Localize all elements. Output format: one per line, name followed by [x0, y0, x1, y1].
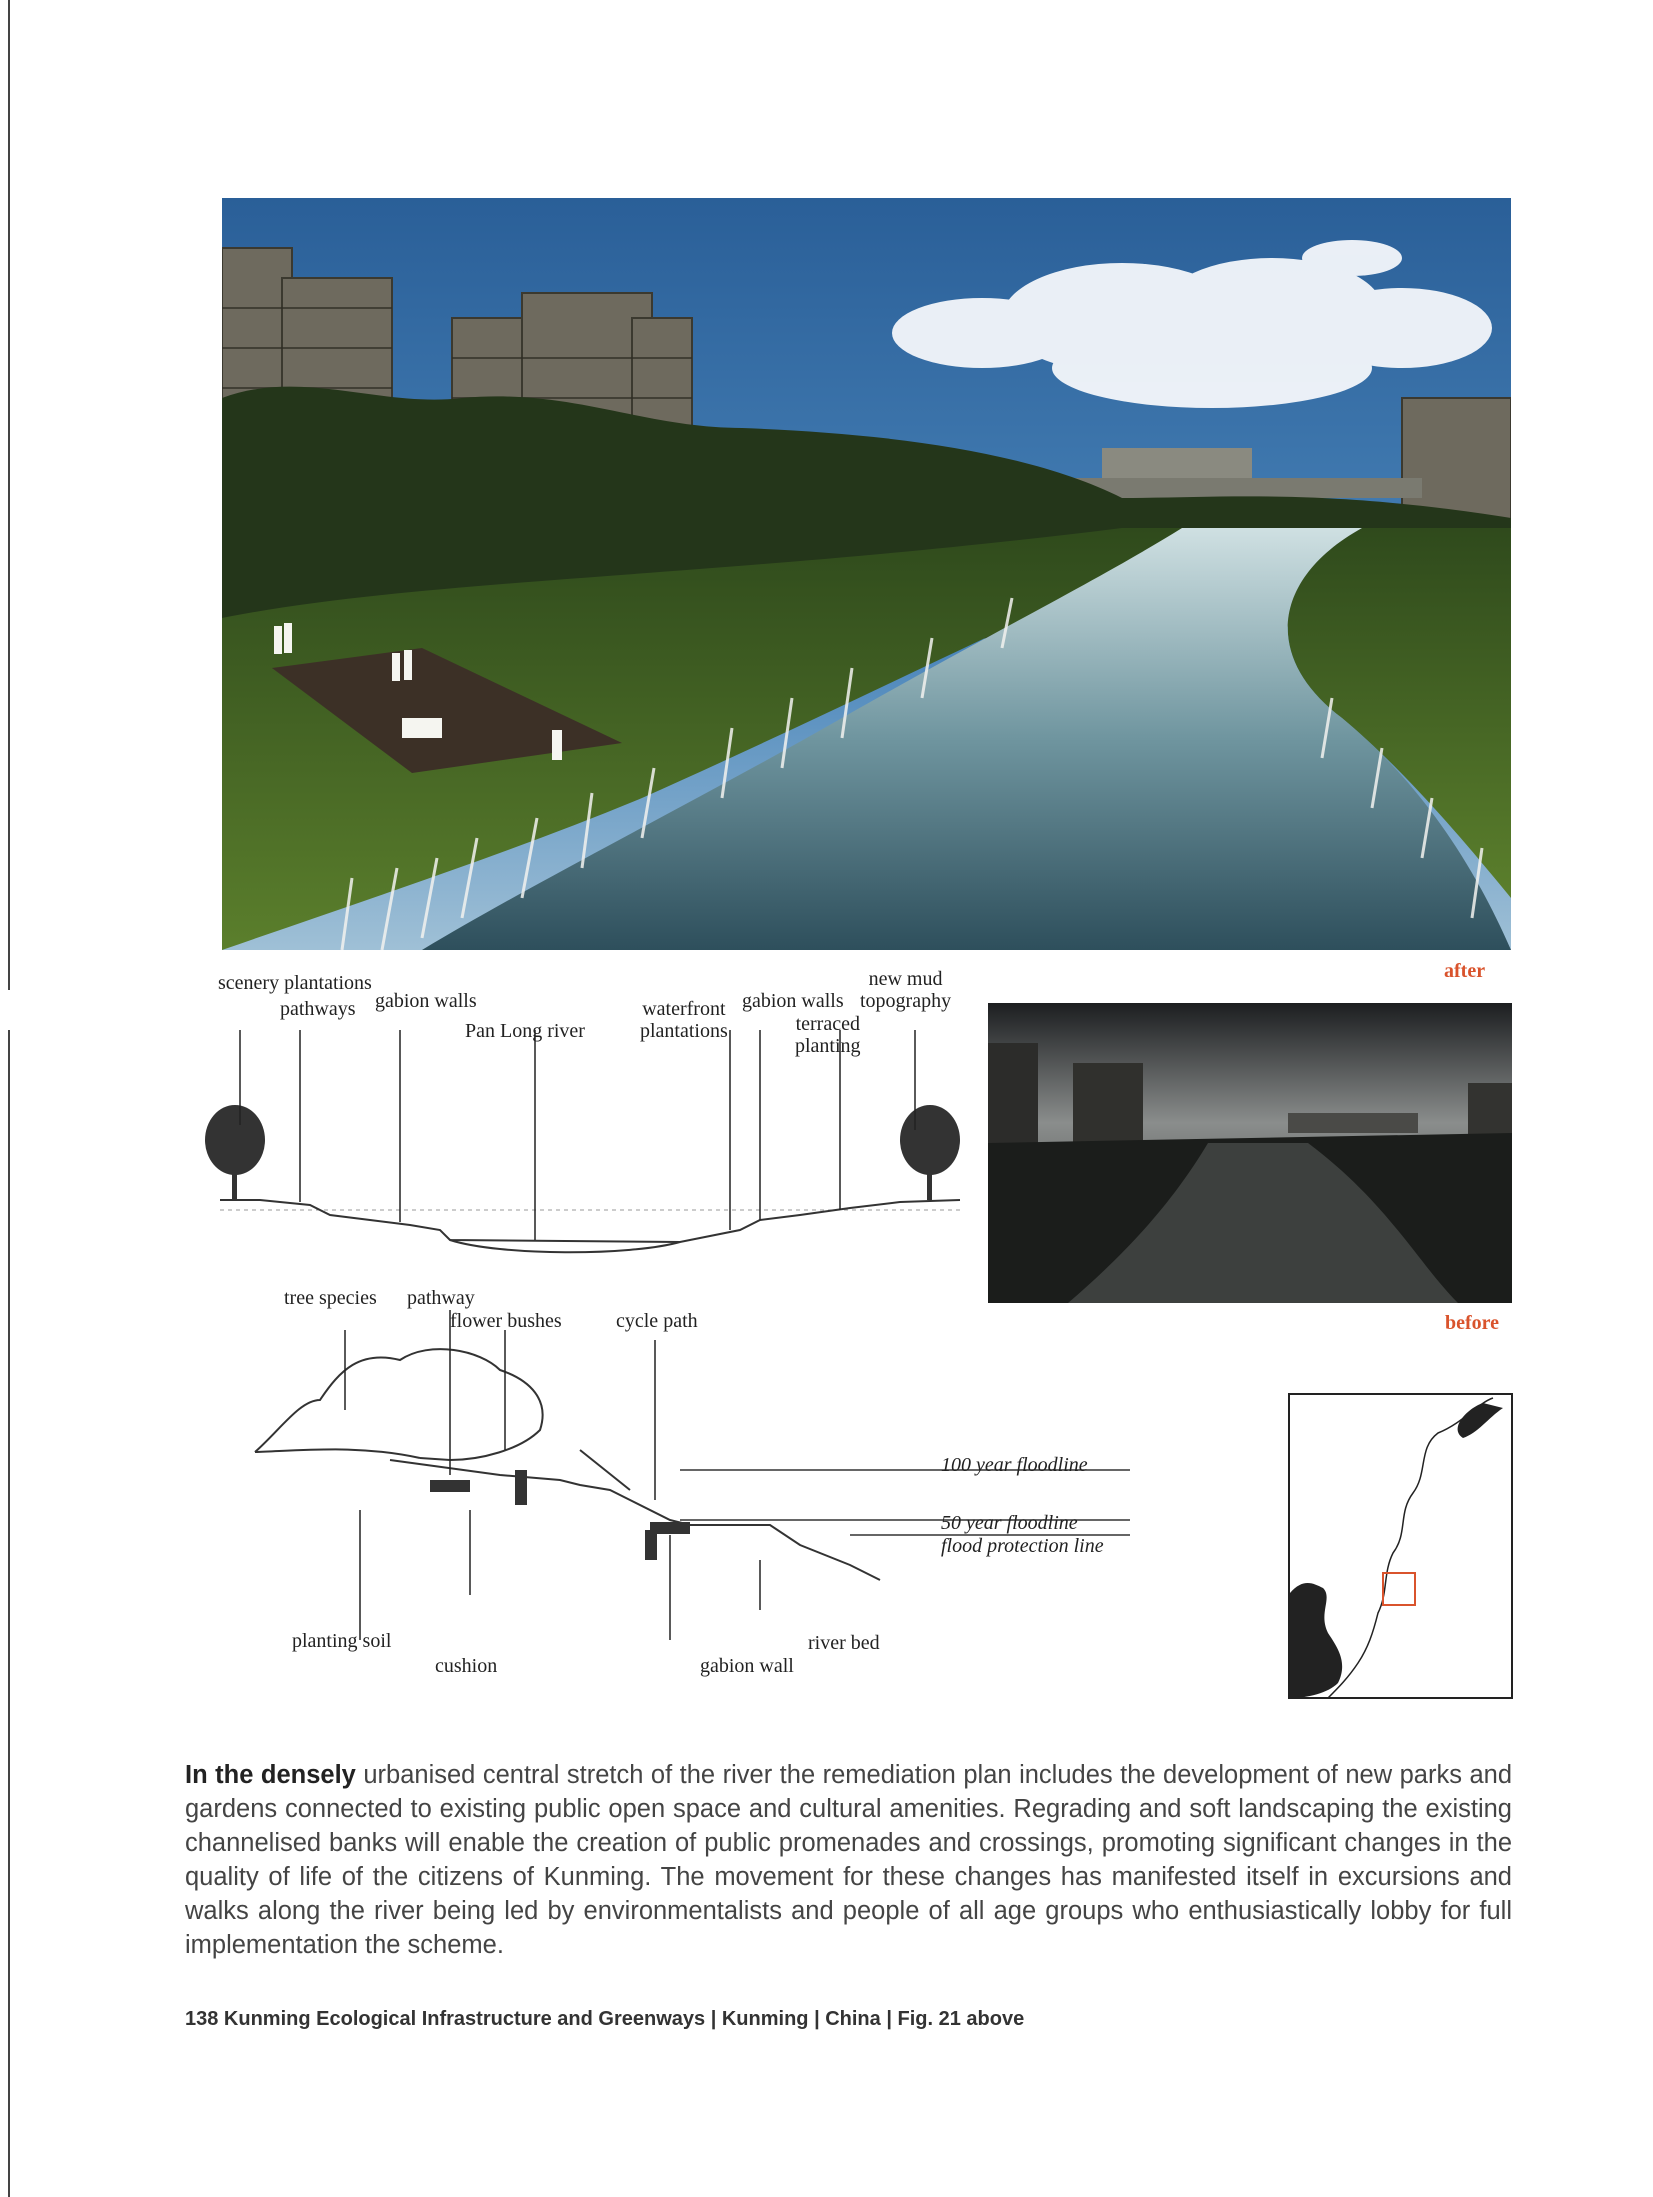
- label-pathway: pathway: [407, 1287, 475, 1309]
- body-paragraph: [185, 1758, 1512, 1962]
- label-river-bed: river bed: [808, 1632, 880, 1654]
- body-lead: In the densely: [185, 1761, 356, 1789]
- label-gabion-wall: gabion wall: [700, 1655, 794, 1677]
- margin-line: [8, 0, 10, 990]
- label-waterfront-plantations: waterfront plantations: [640, 998, 728, 1042]
- page-footer: 138 Kunming Ecological Infrastructure and Greenways | Kunming | China | Fig. 21 above: [185, 2008, 1025, 2030]
- label-flower-bushes: flower bushes: [450, 1310, 562, 1332]
- label-planting-soil: planting soil: [292, 1630, 392, 1652]
- label-gabion-walls-left: gabion walls: [375, 990, 477, 1012]
- label-new-mud-topography: new mud topography: [860, 968, 952, 1012]
- label-cycle-path: cycle path: [616, 1310, 698, 1332]
- locator-map: [1288, 1393, 1513, 1699]
- label-pan-long-river: Pan Long river: [465, 1020, 585, 1042]
- label-cushion: cushion: [435, 1655, 498, 1677]
- label-scenery-plantations: scenery plantations: [218, 972, 372, 994]
- label-terraced-planting: terraced planting: [795, 1013, 861, 1057]
- bank-detail-section-drawing: [250, 1310, 1130, 1650]
- river-cross-section-drawing: [200, 1030, 980, 1260]
- label-50-year-floodline: 50 year floodline: [941, 1512, 1078, 1534]
- after-rendering-image: [222, 198, 1511, 950]
- margin-line: [8, 1030, 10, 2197]
- label-gabion-walls-right: gabion walls: [742, 990, 844, 1012]
- before-label: before: [1445, 1312, 1500, 1334]
- before-photo-image: [988, 1003, 1512, 1303]
- body-text: urbanised central stretch of the river the remediation plan includes the development of new parks and gardens connected to existing public open space and cultural amenities. Regrading and soft landscaping the existing channelised banks will enable the creation of public promenades and crossings, promoting significant changes in the quality of life of the citizens of Kunming. The movement for these changes has manifested itself in excursions and walks along the river being led by environmentalists and people of all age groups who enthusiastically lobby for full implementation the scheme.: [185, 1761, 1512, 1959]
- label-tree-species: tree species: [284, 1287, 377, 1309]
- label-flood-protection-line: flood protection line: [941, 1535, 1104, 1557]
- label-pathways: pathways: [280, 998, 356, 1020]
- after-label: after: [1444, 960, 1486, 982]
- label-100-year-floodline: 100 year floodline: [941, 1454, 1088, 1476]
